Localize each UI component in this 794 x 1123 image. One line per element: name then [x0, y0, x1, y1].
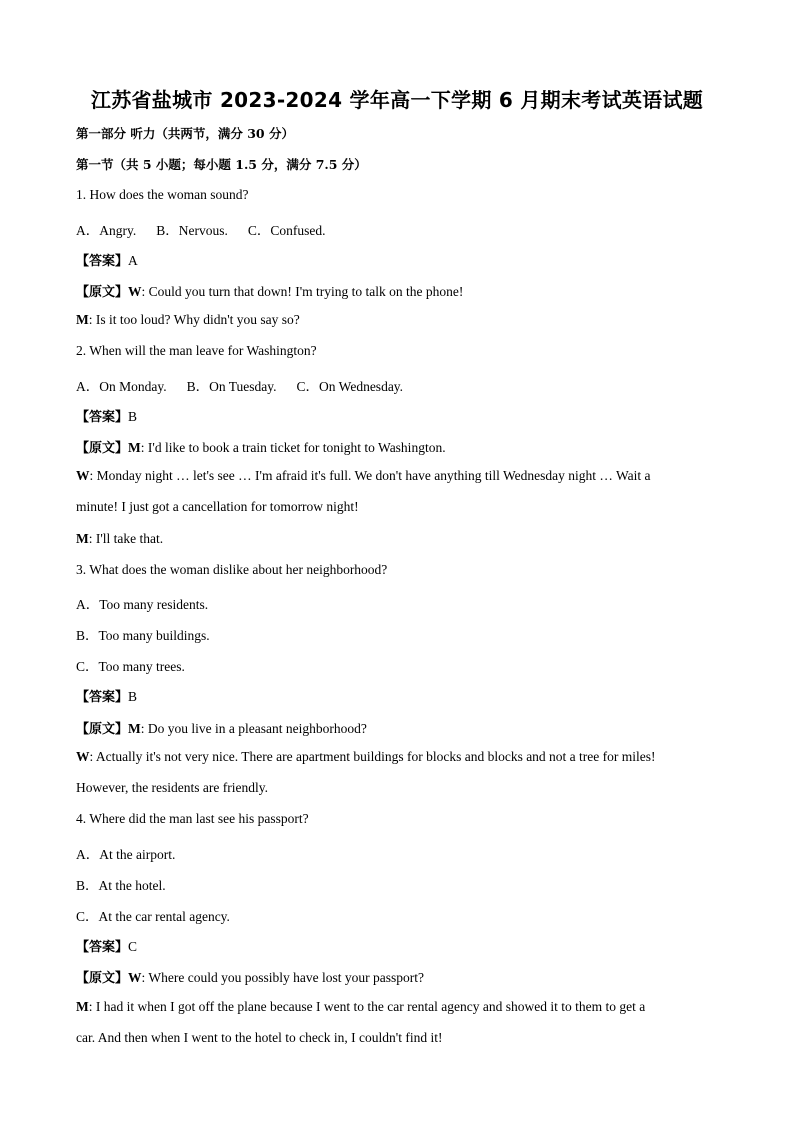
transcript-line: [76, 312, 300, 328]
speaker: W: [76, 749, 90, 764]
answer-value: B: [128, 689, 138, 704]
transcript-text: : Monday night … let's see … I'm afraid it's full. We don't have anything till Wednesday night … Wait a: [89, 468, 651, 483]
answer-value: C: [128, 939, 138, 954]
question-1: 1. How does the woman sound?: [76, 187, 249, 202]
transcript-line: [76, 468, 651, 484]
source-tag: 【原文】: [76, 285, 129, 300]
speaker: W: [128, 284, 142, 299]
source-tag: 【原文】: [76, 441, 129, 456]
option-c: C．At the car rental agency.: [76, 909, 230, 924]
option-c: C．Confused.: [247, 223, 326, 238]
option-b: B．Too many buildings.: [76, 628, 210, 643]
source-tag: 【原文】: [76, 971, 129, 986]
option-b: B．Nervous.: [156, 223, 228, 238]
option-b: B．On Tuesday.: [186, 379, 277, 394]
option-b: B．At the hotel.: [76, 878, 166, 893]
transcript-line: [76, 531, 163, 547]
speaker: M: [128, 440, 141, 455]
transcript-line: [76, 437, 446, 456]
answer-tag: 【答案】: [76, 254, 129, 269]
transcript-line: [76, 749, 656, 765]
question-3: 3. What does the woman dislike about her neighborhood?: [76, 562, 388, 577]
transcript-text: : I'd like to book a train ticket for tonight to Washington.: [140, 440, 446, 455]
answer-tag: 【答案】: [76, 410, 129, 425]
answer-value: A: [128, 253, 138, 268]
transcript-line: [76, 718, 367, 737]
option-a: A．At the airport.: [76, 847, 176, 862]
answer-value: B: [128, 409, 138, 424]
transcript-text: minute! I just got a cancellation for tomorrow night!: [76, 499, 359, 514]
option-a: A．Too many residents.: [76, 597, 209, 612]
page-title: 江苏省盐城市 2023-2024 学年高一下学期 6 月期末考试英语试题: [90, 88, 704, 112]
answer-1: [76, 250, 138, 269]
answer-4: [76, 936, 137, 955]
transcript-text: However, the residents are friendly.: [76, 780, 269, 795]
transcript-text: : Do you live in a pleasant neighborhood?: [140, 721, 367, 736]
option-c: C．Too many trees.: [76, 659, 185, 674]
transcript-text: car. And then when I went to the hotel to check in, I couldn't find it!: [76, 1030, 443, 1045]
question-2-options: [76, 375, 403, 395]
transcript-text: : I'll take that.: [88, 531, 164, 546]
section-heading: 第一节（共 5 小题；每小题 1.5 分，满分 7.5 分）: [76, 157, 367, 172]
option-c: C．On Wednesday.: [296, 379, 404, 394]
transcript-text: : Actually it's not very nice. There are apartment buildings for blocks and blocks and not a tree for miles!: [89, 749, 656, 764]
speaker: M: [76, 999, 89, 1014]
transcript-text: : Is it too loud? Why didn't you say so?: [88, 312, 300, 327]
question-2: 2. When will the man leave for Washington?: [76, 343, 317, 358]
answer-tag: 【答案】: [76, 940, 129, 955]
speaker: W: [76, 468, 90, 483]
transcript-text: : Could you turn that down! I'm trying to talk on the phone!: [141, 284, 464, 299]
transcript-line: [76, 499, 359, 515]
speaker: M: [128, 721, 141, 736]
question-1-options: [76, 219, 326, 239]
transcript-line: [76, 967, 424, 986]
transcript-line: [76, 281, 463, 300]
speaker: M: [76, 531, 89, 546]
answer-2: [76, 406, 137, 425]
transcript-text: : Where could you possibly have lost your passport?: [141, 970, 424, 985]
option-a: A．Angry.: [76, 223, 137, 238]
part-heading: 第一部分 听力（共两节，满分 30 分）: [76, 126, 294, 141]
speaker: W: [128, 970, 142, 985]
answer-3: [76, 686, 137, 705]
transcript-text: : I had it when I got off the plane because I went to the car rental agency and showed it to them to get a: [88, 999, 646, 1014]
answer-tag: 【答案】: [76, 690, 129, 705]
question-4: 4. Where did the man last see his passport?: [76, 811, 309, 826]
source-tag: 【原文】: [76, 722, 129, 737]
transcript-line: [76, 1030, 442, 1046]
transcript-line: [76, 999, 645, 1015]
speaker: M: [76, 312, 89, 327]
transcript-line: [76, 780, 268, 796]
option-a: A．On Monday.: [76, 379, 167, 394]
